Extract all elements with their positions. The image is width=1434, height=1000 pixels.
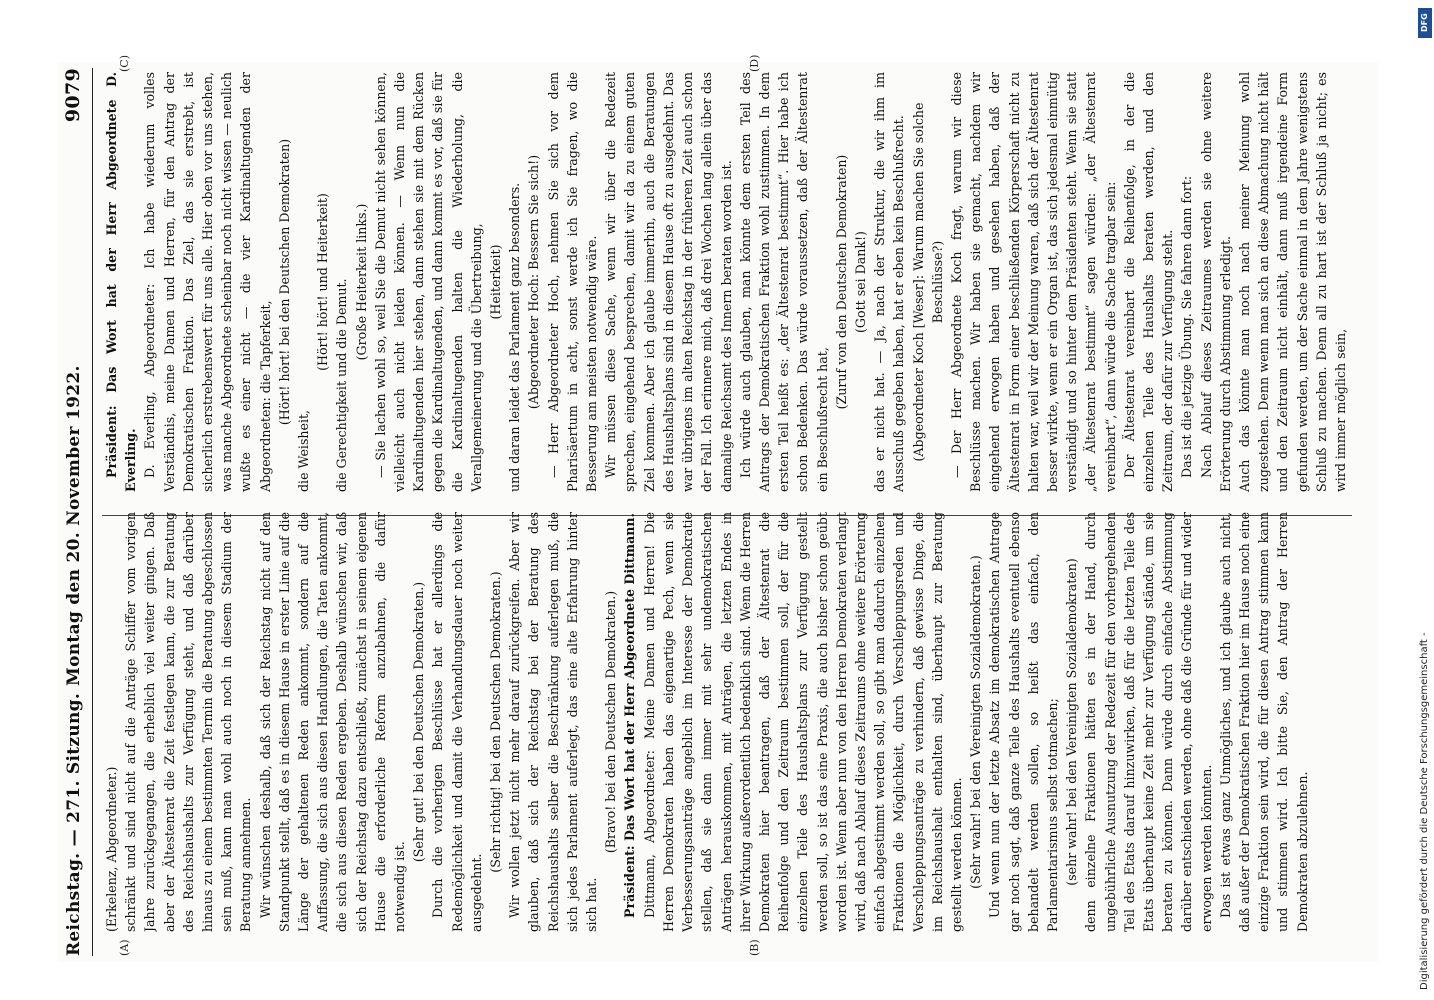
interjection: (Zuruf von den Deutschen Demokraten): [833, 154, 849, 410]
page-number: 9079: [62, 68, 84, 123]
interjection: (Sehr richtig! bei den Deutschen Demokraten.): [488, 571, 504, 873]
paragraph: — Sie lachen wohl so, weil Sie die Demut nicht sehen können, vielleicht auch nicht leiden können. — Wenn nun die Kardinaltugenden hier stehen, dann stehen sie mit dem Rücken gegen die Kardinaltugenden, und dann kommt es vor, daß sie für die Kardinaltugenden halten die Wiederholung, die Verallgemeinerung und die Übertreibung,: [372, 72, 484, 492]
page-header: [62, 68, 90, 956]
interjection: (Große Heiterkeit links.): [353, 203, 369, 361]
paragraph: Auch das könnte man noch nach meiner Meinung wohl zugestehen. Denn wenn man sich an diese Abmachung nicht hält und den Zeitraum nicht einhält, dann muß irgendeine Form gefunden werden, um der Sache einmal in dem Jahre wenigstens Schluß zu machen. Denn all zu hart ist der Schluß ja nicht; es wird immer möglich sein,: [1236, 72, 1348, 492]
interjection: (Hört! hört! und Heiterkeit): [315, 193, 331, 371]
left-column: [102, 512, 1362, 932]
interjection: (Bravo! bei den Deutschen Demokraten.): [603, 590, 619, 854]
paragraph: — Der Herr Abgeordnete Koch fragt, warum wir diese Beschlüsse machen. Wir haben sie gemacht, nachdem wir eingehend erwogen haben und gesehen haben, daß der Ältestenrat in Form einer beschließenden Körperschaft nicht zu halten war, weil wir der Meinung waren, daß sich der Ältestenrat besser wirkte, wenn er ein Organ ist, das sich jedesmal einmütig verständigt und so hinter dem Präsidenten steht. Wenn sie statt „der Ältestenrat bestimmt“ sagen würden: „der Ältestenrat vereinbart“, dann würde die Sache tragbar sein:: [948, 72, 1118, 492]
paragraph: Durch die vorherigen Beschlüsse hat er allerdings die Redemöglichkeit und damit die Verhandlungsdauer noch weiter ausgedehnt.: [430, 512, 484, 932]
interjection: (sehr wahr! bei den Vereinigten Sozialdemokraten): [1064, 558, 1080, 886]
margin-mark-c: (C): [118, 55, 131, 72]
paragraph: Das ist die jetzige Übung. Sie fahren dann fort:: [1179, 175, 1195, 478]
interjection: (Hört! hört! bei den Deutschen Demokraten): [276, 138, 292, 426]
paragraph: Das ist etwas ganz Unmögliches, und ich glaube auch nicht, daß außer der Demokratischen Fraktion hier im Hause noch eine einzige Fraktion sein wird, die für diesen Antrag stimmen kann und stimmen wird. Ich bitte Sie, den Antrag der Herren Demokraten abzulehnen.: [1217, 512, 1310, 932]
interjection: (Heiterkeit): [488, 244, 504, 320]
paragraph: schränkt und sind nicht auf die Anträge Schiffer vom vorigen Jahre zurückgegangen, die erheblich viel weiter gingen. Daß aber der Ältestenrat die Zeit festlegen kann, die zur Beratung des Reichshaushalts zur Verfügung steht, und daß darüber hinaus zu einem bestimmten Termin die Beratung abgeschlossen sein muß, kann man wohl auch noch in diesem Stadium der Beratung annehmen.: [123, 512, 254, 932]
paragraph: — Herr Abgeordneter Hoch, nehmen Sie sich vor dem Pharisäertum in acht, sonst werde ich Sie fragen, wo die Besserung am meisten notwendig wäre.: [545, 72, 600, 492]
speaker-continuation: (Erkelenz, Abgeordneter.): [104, 766, 119, 932]
paragraph: die Weisheit,: [296, 409, 312, 492]
paragraph: Wir wünschen deshalb, daß sich der Reichstag nicht auf den Standpunkt stellt, daß es in diesem Hause in erster Linie auf die Länge der gehaltenen Reden ankommt, sondern auf die Auffassung, die sich aus diesen Handlungen, die Taten ankommt, die sich aus diesen Reden ergeben. Deshalb wünschen wir, daß sich der Reichstag dazu entschließt, zunächst in seinem eigenen Hause die erforderliche Reform anzubahnen, die dafür notwendig ist.: [257, 512, 408, 932]
paragraph: das er nicht hat. — Ja, nach der Struktur, die wir ihm im Ausschuß gegeben haben, hat er eben kein Beschlußrecht.: [872, 72, 907, 492]
paragraph: D. Everling, Abgeordneter: Ich habe wiederum volles Verständnis, meine Damen und Herren, für den Antrag der Demokratischen Fraktion. Das Ziel, das sie erstrebt, ist sicherlich erstrebenswert für uns alle. Hier oben vor uns stehen, was manche Abgeordnete scheinbar noch nicht wissen — neulich wußte es einer nicht — die vier Kardinaltugenden der Abgeordneten: die Tapferkeit,: [142, 72, 273, 492]
digitization-credit: Digitalisierung gefördert durch die Deutsche Forschungsgemeinschaft -: [1419, 632, 1430, 990]
paragraph: Dittmann, Abgeordneter: Meine Damen und Herren! Die Herren Demokraten haben das eigenartige Pech, wenn sie Verbesserungsanträge angeblich im Interesse der Demokratie stellen, daß sie dann immer mit sehr undemokratischen Anträgen herauskommen, mit Anträgen, die letzten Endes in ihrer Wirkung außerordentlich bedenklich sind. Wenn die Herren Demokraten hier beantragen, daß der Ältestenrat die Reihenfolge und den Zeitraum bestimmen soll, der für die einzelnen Teile des Haushaltsplans zur Verfügung gestellt werden soll, so ist das eine Praxis, die auch bisher schon geübt worden ist. Wenn aber nun von den Herren Demokraten verlangt wird, daß nach Ablauf dieses Zeitraums ohne weitere Erörterung einfach abgestimmt werden soll, so gibt man dadurch einzelnen Fraktionen die Möglichkeit, durch Verschleppungsreden und Verschleppungsanträge zu verhindern, daß gewisse Dinge, die im Reichshaushalt enthalten sind, überhaupt zur Beratung gestellt werden können.: [641, 512, 964, 932]
interjection: (Abgeordneter Hoch: Bessern Sie sich!): [526, 154, 542, 410]
right-column: [102, 72, 1362, 492]
interjection: (Sehr wahr! bei den Vereinigten Sozialdemokraten.): [968, 555, 984, 889]
interjection: (Sehr gut! bei den Deutschen Demokraten.): [411, 581, 427, 863]
margin-mark-a: (A): [118, 939, 131, 956]
paragraph: Und wenn nun der letzte Absatz im demokratischen Antrage gar noch sagt, daß ganze Teile des Haushalts eventuell ebenso behandelt werden sollen, so heißt das einfach, den Parlamentarismus selbst totmachen;: [987, 512, 1060, 932]
margin-mark-d: (D): [748, 54, 761, 72]
paragraph: denn einzelne Fraktionen hätten es in der Hand, durch ungebührliche Ausnutzung der Redezeit für den vorhergehenden Teil des Etats darauf hinzuwirken, daß für die letzten Teile des Etats überhaupt keine Zeit mehr zur Verfügung stände, um sie beraten zu können. Dann würde durch einfache Abstimmung darüber entschieden werden, ohne daß die Gründe für und wider erwogen werden könnten.: [1083, 512, 1214, 932]
paragraph: die Gerechtigkeit und die Demut.: [334, 278, 350, 492]
paragraph: Wir müssen diese Sache, wenn wir über die Redezeit sprechen, eingehend besprechen, damit wir da zu einem guten Ziel kommen. Aber ich glaube immerhin, auch die Beratungen des Haushaltsplans sind in diesem Hause oft zu ausgedehnt. Das war übrigens im alten Reichstag in der früheren Zeit auch schon der Fall. Ich erinnere mich, daß drei Wochen lang allein über das damalige Reichsamt des Innern beraten worden ist.: [603, 72, 734, 492]
header-rule: [92, 68, 93, 956]
quoted-motion: Der Ältestenrat vereinbart die Reihenfolge, in der die einzelnen Teile des Haushalts beraten werden, und den Zeitraum, der dafür zur Verfügung steht.: [1121, 72, 1176, 492]
newspaper-page: [58, 54, 1378, 962]
interjection: (Abgeordneter Koch [Weser]: Warum machen Sie solche Beschlüsse?): [910, 102, 945, 462]
interjection: (Gott sei Dank!): [852, 231, 868, 333]
dfg-logo: DFG: [1418, 8, 1432, 38]
paragraph: Ich würde auch glauben, man könnte dem ersten Teil des Antrags der Demokratischen Fraktion wohl zustimmen. In dem ersten Teil heißt es: „der Ältestenrat bestimmt“. Hier habe ich schon Bedenken. Das würde voraussetzen, daß der Ältestenrat ein Beschlußrecht hat,: [737, 72, 830, 492]
paragraph: und daran leidet das Parlament ganz besonders.: [507, 182, 523, 492]
margin-mark-b: (B): [748, 939, 761, 956]
header-left: Reichstag. — 271. Sitzung.: [64, 692, 84, 956]
quoted-motion: Nach Ablauf dieses Zeitraumes werden sie ohne weitere Erörterung durch Abstimmung erledigt.: [1198, 72, 1233, 492]
president-remark: Präsident: Das Wort hat der Herr Abgeordnete D. Everling.: [104, 72, 139, 492]
president-remark: Präsident: Das Wort hat der Herr Abgeordnete Dittmann.: [622, 513, 638, 918]
paragraph: Wir wollen jetzt nicht mehr darauf zurückgreifen. Aber wir glauben, daß sich der Reichstag bei der Beratung des Reichshaushalts selber die Beschränkung auferlegen muß, die sich jedes Parlament auferlegt, das eine alte Erfahrung hinter sich hat.: [507, 512, 600, 932]
header-date: Montag den 20. November 1922.: [64, 365, 84, 686]
